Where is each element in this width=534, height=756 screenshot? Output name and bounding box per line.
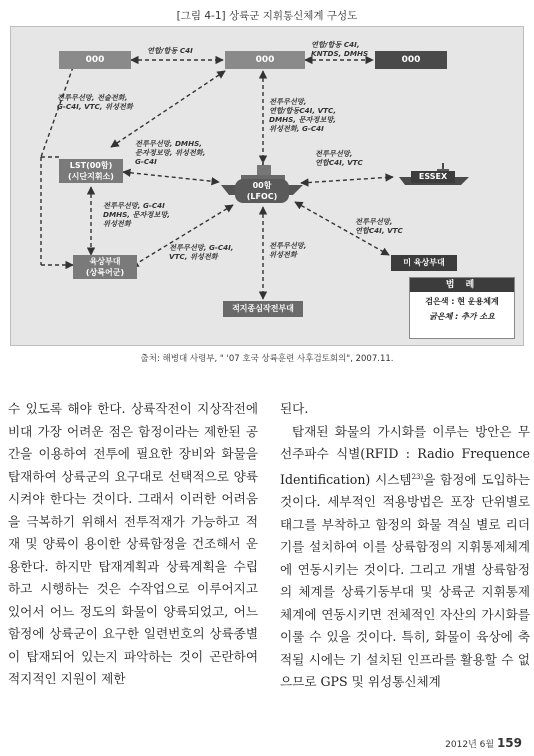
paragraph-right-end: 된다. [280, 401, 309, 416]
label-lst-center: 전투무선망, DMHS, 문자정보망, 위성전화, G-C4I [135, 139, 206, 166]
paragraph-right: 탑재된 화물의 가시화를 이루는 방안은 무선주파수 식별(RFID : Radio Frequence Identification) 시스템$^{23)}$을 함정에 도입하는 것이다. 세부적인 적용방법은 포장 단위별로 태그를 부착하고 함정의 화물 격실 별로 리더기를 설치하여 이를 상륙함정의 지휘통제체계에 연동시키는 것이다. 그리고 개별 상륙함정의 체계를 상륙기동부대 및 상륙군 지휘통제체계에 연동시키면 전체적인 자산의 가시화를 이룰 수 있을 것이다. 특히, 화물이 육상에 축적될 시에는 기 설치된 인프라를 활용할 수 없으므로 GPS 및 위성통신체계 [280, 423, 530, 690]
label-left: 전투무선망, 전술전화, G-C4I, VTC, 위성전화 [57, 93, 133, 111]
legend-title: 범 례 [410, 278, 514, 292]
label-center-essex: 전투무선망, 연합C4I, VTC [315, 149, 363, 167]
page-number: 159 [496, 736, 522, 750]
footnote-marker: 23) [411, 472, 424, 481]
figure-diagram [10, 26, 524, 346]
figure-source: 출처: 해병대 사령부, " '07 호국 상륙훈련 사후검토회의", 2007.11. [140, 354, 394, 364]
node-top-right: 000 [375, 51, 447, 69]
node-lst: LST(00함) (시단지휘소) [59, 159, 123, 183]
label-center-us: 전투무선망, 연합C4I, VTC [355, 217, 403, 235]
legend-row-additional: 굵은체 : 추가 소요 [429, 312, 495, 321]
legend-row-current: 검은색 : 현 운용체계 [425, 297, 499, 306]
page-footer [445, 736, 522, 750]
label-center-enemy: 전투무선망, 위성전화 [269, 241, 307, 259]
node-center: 00함 (LFOC) [235, 179, 289, 203]
label-topcenter-topright: 연합/합동 C4I, KNTDS, DMHS [311, 40, 369, 58]
node-top-center: 000 [225, 51, 305, 69]
node-us-marines: 미 육상부대 [391, 255, 457, 271]
link-center-essex [301, 177, 393, 183]
paragraph-left: 수 있도록 해야 한다. 상륙작전이 지상작전에 비대 가장 어려운 점은 함정이라는 제한된 공간을 이용하여 전투에 필요한 장비와 화물을 탑재하여 상륙군의 요구대로 선택적으로 양륙시켜야 한다는 것이다. 그래서 이러한 어려움을 극복하기 위해서 전투적재가 가능하고 적재 및 양륙이 용이한 상륙함정을 건조해서 운용한다. 하지만 탑재계획과 상륙계획을 수립하고 시행하는 것은 수작업으로 이루어지고 있어서 어느 정도의 화물이 양륙되었고, 어느 함정에 상륙군이 요구한 일련번호의 상륙종별이 탑재되어 있는지 파악하는 것이 곤란하여 적지적인 지원이 제한 [8, 401, 258, 686]
label-center-ground: 전투무선망, G-C4I, VTC, 위성전화 [169, 243, 234, 261]
legend [409, 277, 515, 339]
body-column-right [280, 398, 530, 694]
node-top-left: 000 [59, 51, 131, 69]
footer-date: 2012년 6월 [445, 740, 495, 750]
node-ground-unit: 육상부대 (상륙어군) [73, 255, 137, 279]
label-lst-ground: 전투무선망, G-C4I DMHS, 문자정보망, 위성전화 [103, 201, 170, 228]
link-topleft-down [41, 67, 73, 157]
body-column-left [8, 398, 258, 691]
node-enemy-unit: 적지종심작전부대 [223, 301, 303, 317]
figure-caption: [그림 4-1] 상륙군 지휘통신체계 구성도 [176, 10, 358, 22]
node-essex: ESSEX [411, 171, 455, 183]
label-topleft-topcenter: 연합/합동 C4I [147, 46, 193, 55]
link-lst-center [123, 172, 219, 182]
label-center-top: 전투무선망, 연합/합동C4I, VTC, DMHS, 문자정보망, 위성전화, G-C4I [269, 97, 337, 133]
